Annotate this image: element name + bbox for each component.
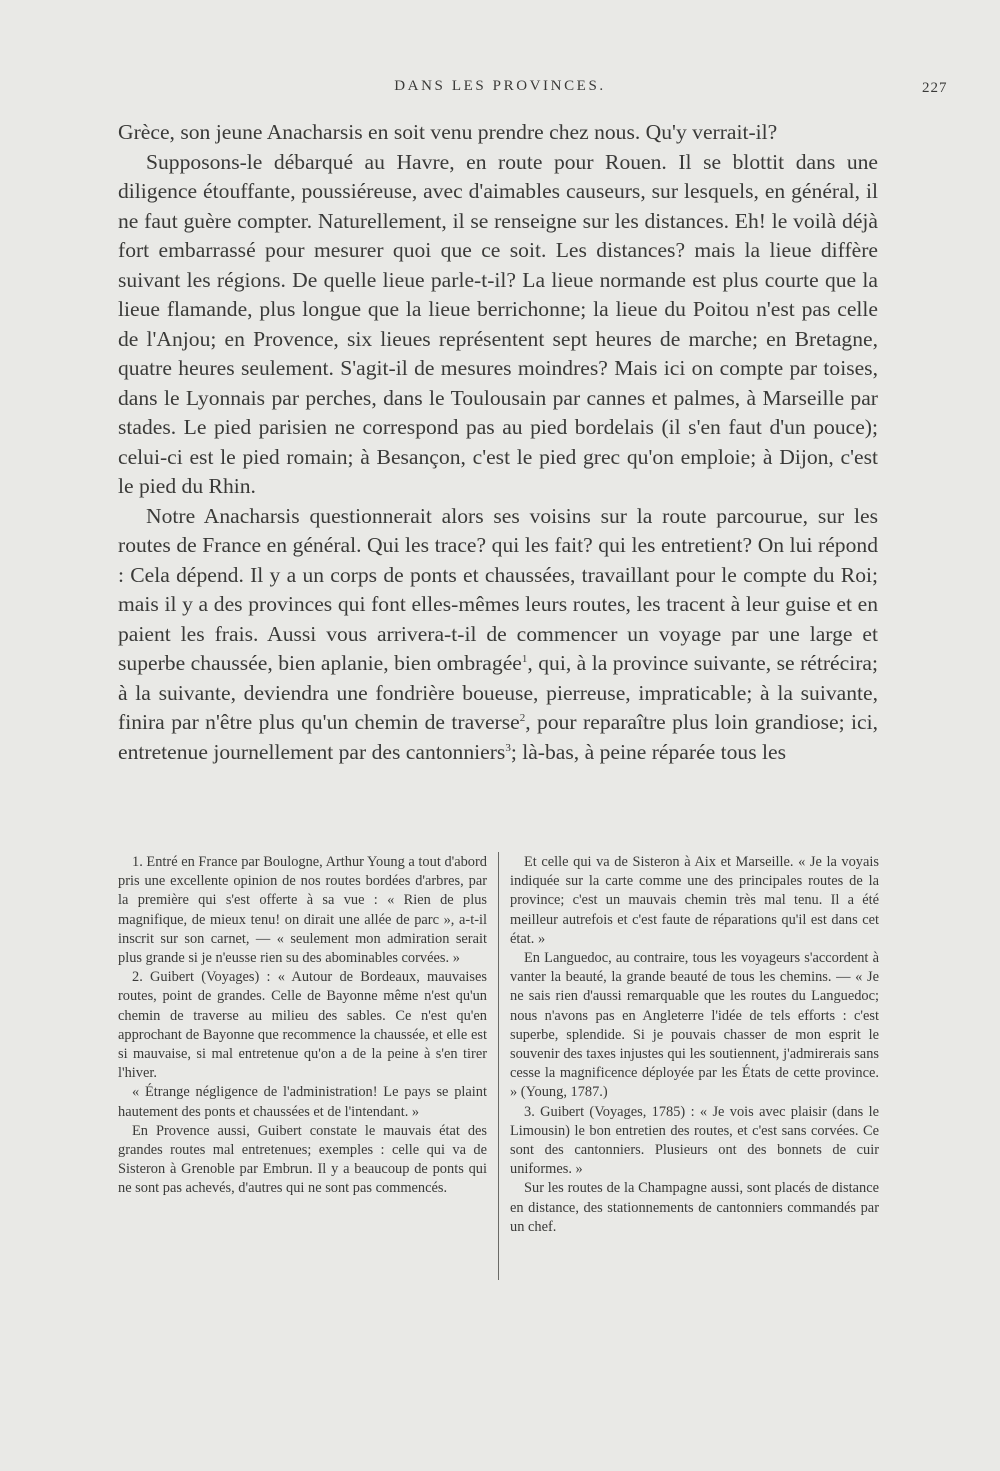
paragraph-segment: , pour reparaître plus loin grandiose; ici, entretenue journellement par des cantonniers — [118, 710, 878, 764]
footnote-ref: 1 — [521, 652, 528, 665]
column-divider — [498, 852, 499, 1280]
footnote: Sur les routes de la Champagne aussi, sont placés de distance en distance, des stationnements de cantonniers commandés par un chef. — [510, 1180, 879, 1235]
footnote: En Provence aussi, Guibert constate le mauvais état des grandes routes mal entretenues; exemples : celle qui va de Sisteron à Grenoble par Embrun. Il y a beaucoup de ponts qui ne sont pas achevés, d'autres qui ne sont pas commencés. — [118, 1122, 487, 1197]
footnote: 3. Guibert (Voyages, 1785) : « Je vois avec plaisir (dans le Limousin) le bon entretien des routes, et c'est sans corvées. Ce sont des cantonniers. Plusieurs ont des bonnets de cuir uniformes. » — [510, 1103, 879, 1178]
footnote: 2. Guibert (Voyages) : « Autour de Bordeaux, mauvaises routes, point de grandes. Celle de Bayonne même n'est qu'un chemin de traverse au milieu des sables. Ce n'est qu'en approchant de Bayonne que recommence la chaussée, et elle est si mauvaise, si mal entretenue qu'on a de la peine à s'en tirer l'hiver. — [118, 969, 487, 1082]
footnote: En Languedoc, au contraire, tous les voyageurs s'accordent à vanter la beauté, la grande beauté de tous les chemins. — « Je ne sais rien d'aussi remarquable que les routes du Languedoc; nous n'avons pas en Angleterre l'idée de tels efforts : c'est superbe, splendide. Si je pouvais chasser de mon esprit le souvenir des taxes injustes qui les soutiennent, j'admirerais sans cesse la magnificence déployée par les États de cette province. » (Young, 1787.) — [510, 950, 879, 1101]
footnote-ref: 2 — [519, 711, 526, 724]
footnote: « Étrange négligence de l'administration! Le pays se plaint hautement des ponts et chaussées et de l'intendant. » — [118, 1084, 487, 1120]
footnotes-left-column — [118, 853, 487, 1199]
footnote: 1. Entré en France par Boulogne, Arthur Young a tout d'abord pris une excellente opinion de nos routes bordées d'arbres, par la première qui s'est offerte à sa vue : « Rien de plus magnifique, de mieux tenu! on dirait une allée de parc », a-t-il inscrit sur son carnet, — « seulement mon admiration serait plus grande si je n'eusse rien su des abominables corvées. » — [118, 854, 487, 967]
footnotes-right-column — [510, 853, 879, 1237]
paragraph: Supposons-le débarqué au Havre, en route pour Rouen. Il se blottit dans une diligence étouffante, poussiéreuse, avec d'aimables causeurs, sur lesquels, en général, il ne faut guère compter. Naturellement, il se renseigne sur les distances. Eh! le voilà déjà fort embarrassé pour mesurer quoi que ce soit. Les distances? mais la lieue diffère suivant les régions. De quelle lieue parle-t-il? La lieue normande est plus courte que la lieue flamande, plus longue que la lieue berrichonne; la lieue du Poitou n'est pas celle de l'Anjou; en Provence, six lieues représentent sept heures de marche; en Bretagne, quatre heures seulement. S'agit-il de mesures moindres? Mais ici on compte par toises, dans le Lyonnais par perches, dans le Toulousain par cannes et palmes, à Marseille par stades. Le pied parisien ne correspond pas au pied bordelais (il s'en faut d'un pouce); celui-ci est le pied romain; à Besançon, c'est le pied grec qu'on emploie; à Dijon, c'est le pied du Rhin. — [118, 149, 878, 498]
paragraph-segment: ; là-bas, à peine réparée tous les — [510, 739, 787, 764]
paragraph — [118, 502, 878, 768]
paragraph: Grèce, son jeune Anacharsis en soit venu prendre chez nous. Qu'y verrait-il? — [118, 120, 778, 144]
paragraph-segment: Notre Anacharsis questionnerait alors ses voisins sur la route parcourue, sur les routes de France en général. Qui les trace? qui les fait? qui les entretient? On lui répond : Cela dépend. Il y a un corps de ponts et chaussées, travaillant pour le compte du Roi; mais il y a des provinces qui font elles-mêmes leurs routes, les tracent à leur guise et en paient les frais. Aussi vous arrivera-t-il de commencer un voyage par une large et superbe chaussée, bien aplanie, bien ombragée — [118, 503, 878, 675]
footnote: Et celle qui va de Sisteron à Aix et Marseille. « Je la voyais indiquée sur la carte comme une des principales routes de la province; c'est un mauvais chemin très mal tenu. Il a été meilleur autrefois et c'est faute de réparations qu'il est dans cet état. » — [510, 854, 879, 947]
page-number: 227 — [922, 80, 948, 96]
main-text — [118, 118, 878, 767]
footnote-ref: 3 — [505, 741, 511, 754]
paragraph-segment: , qui, à la province suivante, se rétrécira; à la suivante, deviendra une fondrière boueuse, pierreuse, impraticable; à la suivante, finira par n'être plus qu'un chemin de traverse — [118, 651, 878, 734]
running-title: DANS LES PROVINCES. — [394, 78, 606, 94]
